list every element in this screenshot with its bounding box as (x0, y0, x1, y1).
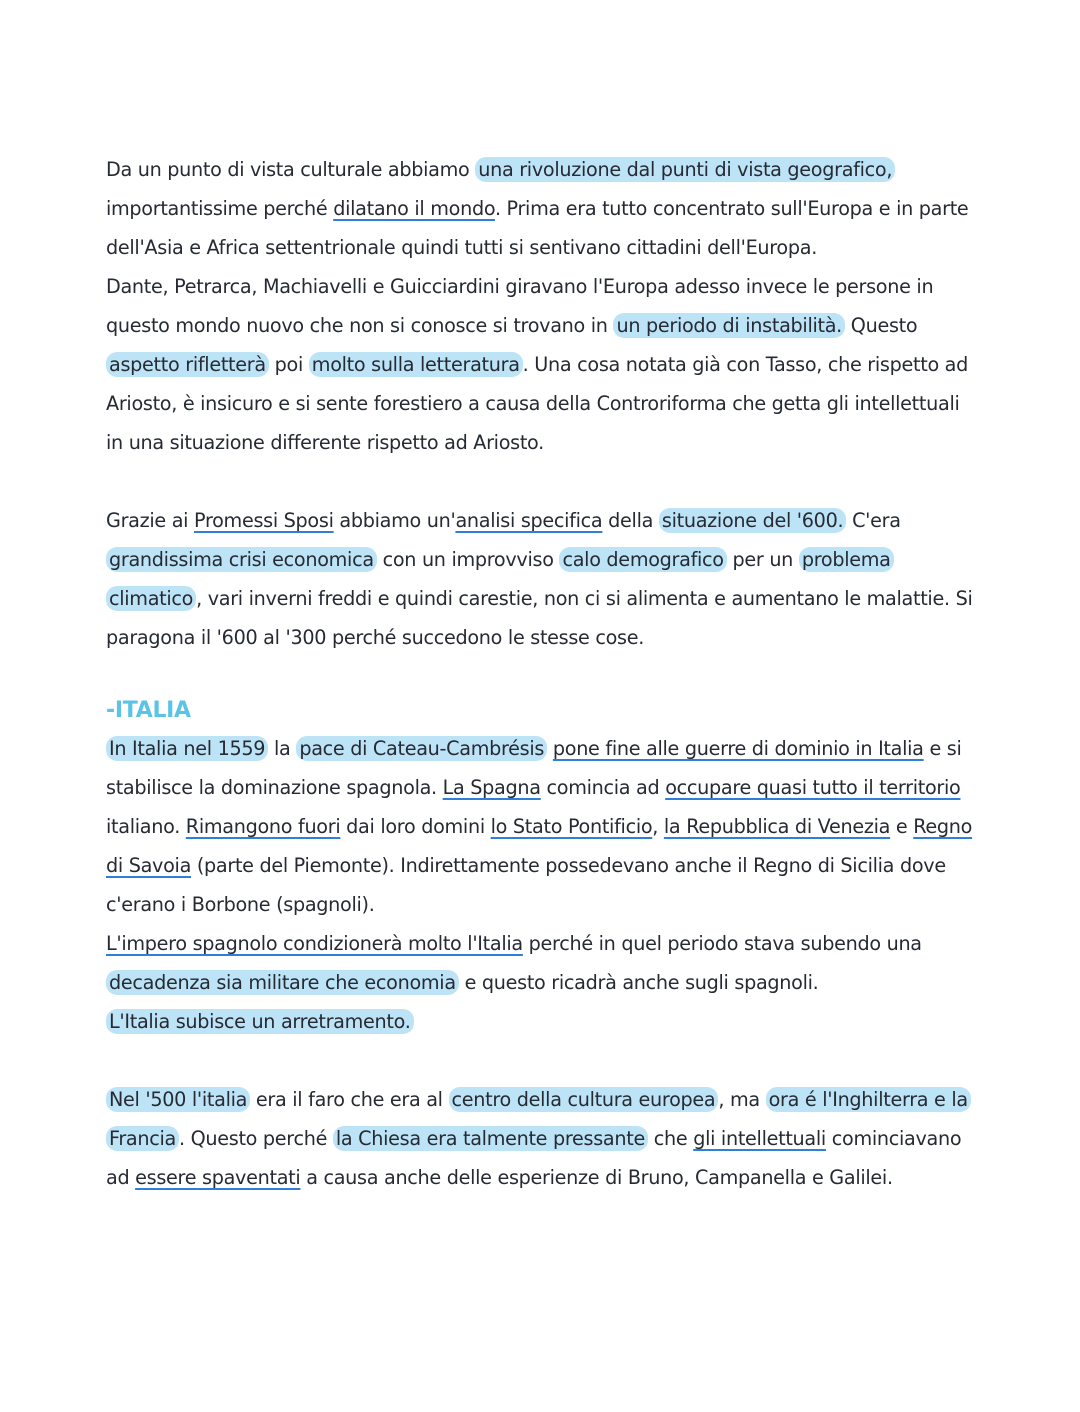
paragraph-italia-dominazione (106, 729, 976, 1041)
highlighted-text: centro della cultura europea (449, 1087, 719, 1112)
underlined-text: Promessi Sposi (194, 509, 334, 532)
text-run: . Una cosa notata già con Tasso, che rispetto ad Ariosto, è insicuro e si sente forestiero a causa della Controriforma che getta gli intellettuali in una situazione differente rispetto ad Ariosto. (106, 353, 969, 454)
spacer (106, 462, 976, 501)
text-run: Grazie ai (106, 509, 195, 532)
paragraph-italia-cultura (106, 1080, 976, 1197)
text-run: e questo ricadrà anche sugli spagnoli. (458, 971, 819, 994)
highlighted-text: la Chiesa era talmente pressante (333, 1126, 648, 1151)
highlighted-text: aspetto rifletterà (106, 352, 269, 377)
text-run: comincia ad (540, 776, 666, 799)
paragraph-cultural-revolution (106, 150, 976, 462)
text-run: perché in quel periodo stava subendo una (522, 932, 922, 955)
text-run: importantissime perché (106, 197, 334, 220)
text-run: , (652, 815, 664, 838)
highlighted-text: un periodo di instabilità. (613, 313, 845, 338)
text-run: e si stabilisce la dominazione spagnola. (106, 737, 962, 799)
highlighted-text: molto sulla letteratura (309, 352, 523, 377)
highlighted-text: situazione del '600. (659, 508, 846, 533)
text-run: abbiamo un' (333, 509, 456, 532)
text-run: Questo (844, 314, 918, 337)
paragraph-seicento-crisis (106, 501, 976, 657)
text-run: . Prima era tutto concentrato sull'Europa e in parte dell'Asia e Africa settentrionale quindi tutti si sentivano cittadini dell'Europa. (106, 197, 969, 259)
underlined-text: essere spaventati (135, 1166, 301, 1189)
spacer (106, 1041, 976, 1080)
text-run: cominciavano ad (106, 1127, 962, 1189)
text-run: per un (726, 548, 799, 571)
underlined-text: Regno di Savoia (106, 815, 973, 877)
text-run: Da un punto di vista culturale abbiamo (106, 158, 476, 181)
text-run: e (890, 815, 914, 838)
text-run: . Questo perché (179, 1127, 333, 1150)
underlined-text: Rimangono fuori (185, 815, 341, 838)
highlighted-text: In Italia nel 1559 (106, 736, 268, 761)
highlighted-text: pace di Cateau-Cambrésis (296, 736, 547, 761)
text-run: che (647, 1127, 694, 1150)
underlined-text: dilatano il mondo (333, 197, 495, 220)
underlined-text: pone fine alle guerre di dominio in Italia (552, 737, 924, 760)
text-run: dai loro domini (340, 815, 491, 838)
text-run: con un improvviso (376, 548, 560, 571)
highlighted-text: una rivoluzione dal punti di vista geografico, (475, 157, 895, 182)
text-run: , ma (718, 1088, 766, 1111)
highlighted-text: Nel '500 l'italia (106, 1087, 250, 1112)
highlighted-text: decadenza sia militare che economia (106, 970, 459, 995)
highlighted-text: calo demografico (559, 547, 726, 572)
text-run: a causa anche delle esperienze di Bruno, Campanella e Galilei. (300, 1166, 893, 1189)
underlined-text: analisi specifica (455, 509, 603, 532)
underlined-text: lo Stato Pontificio (490, 815, 653, 838)
text-run: poi (268, 353, 309, 376)
highlighted-text: problema climatico (106, 547, 894, 611)
text-run: , vari inverni freddi e quindi carestie, non ci si alimenta e aumentano le malattie. Si paragona il '600 al '300 perché succedono le stesse cose. (106, 587, 973, 649)
underlined-text: La Spagna (442, 776, 541, 799)
highlighted-text: grandissima crisi economica (106, 547, 377, 572)
underlined-text: la Repubblica di Venezia (663, 815, 891, 838)
text-run: C'era (846, 509, 901, 532)
text-run: della (602, 509, 659, 532)
underlined-text: gli intellettuali (693, 1127, 826, 1150)
text-run: la (268, 737, 297, 760)
underlined-text: L'impero spagnolo condizionerà molto l'Italia (106, 932, 523, 955)
notes-page (106, 150, 976, 1197)
text-run: italiano. (106, 815, 186, 838)
spacer (106, 657, 976, 693)
text-run: Dante, Petrarca, Machiavelli e Guicciardini giravano l'Europa adesso invece le persone in questo mondo nuovo che non si conosce si trovano in (106, 275, 934, 337)
highlighted-text: ora é l'Inghilterra e la Francia (106, 1087, 971, 1151)
text-run: (parte del Piemonte). Indirettamente possedevano anche il Regno di Sicilia dove c'erano i Borbone (spagnoli). (106, 854, 946, 916)
underlined-text: occupare quasi tutto il territorio (665, 776, 961, 799)
text-run: era il faro che era al (250, 1088, 449, 1111)
highlighted-text: L'Italia subisce un arretramento. (106, 1009, 414, 1034)
section-heading-italia: -ITALIA (106, 698, 191, 723)
